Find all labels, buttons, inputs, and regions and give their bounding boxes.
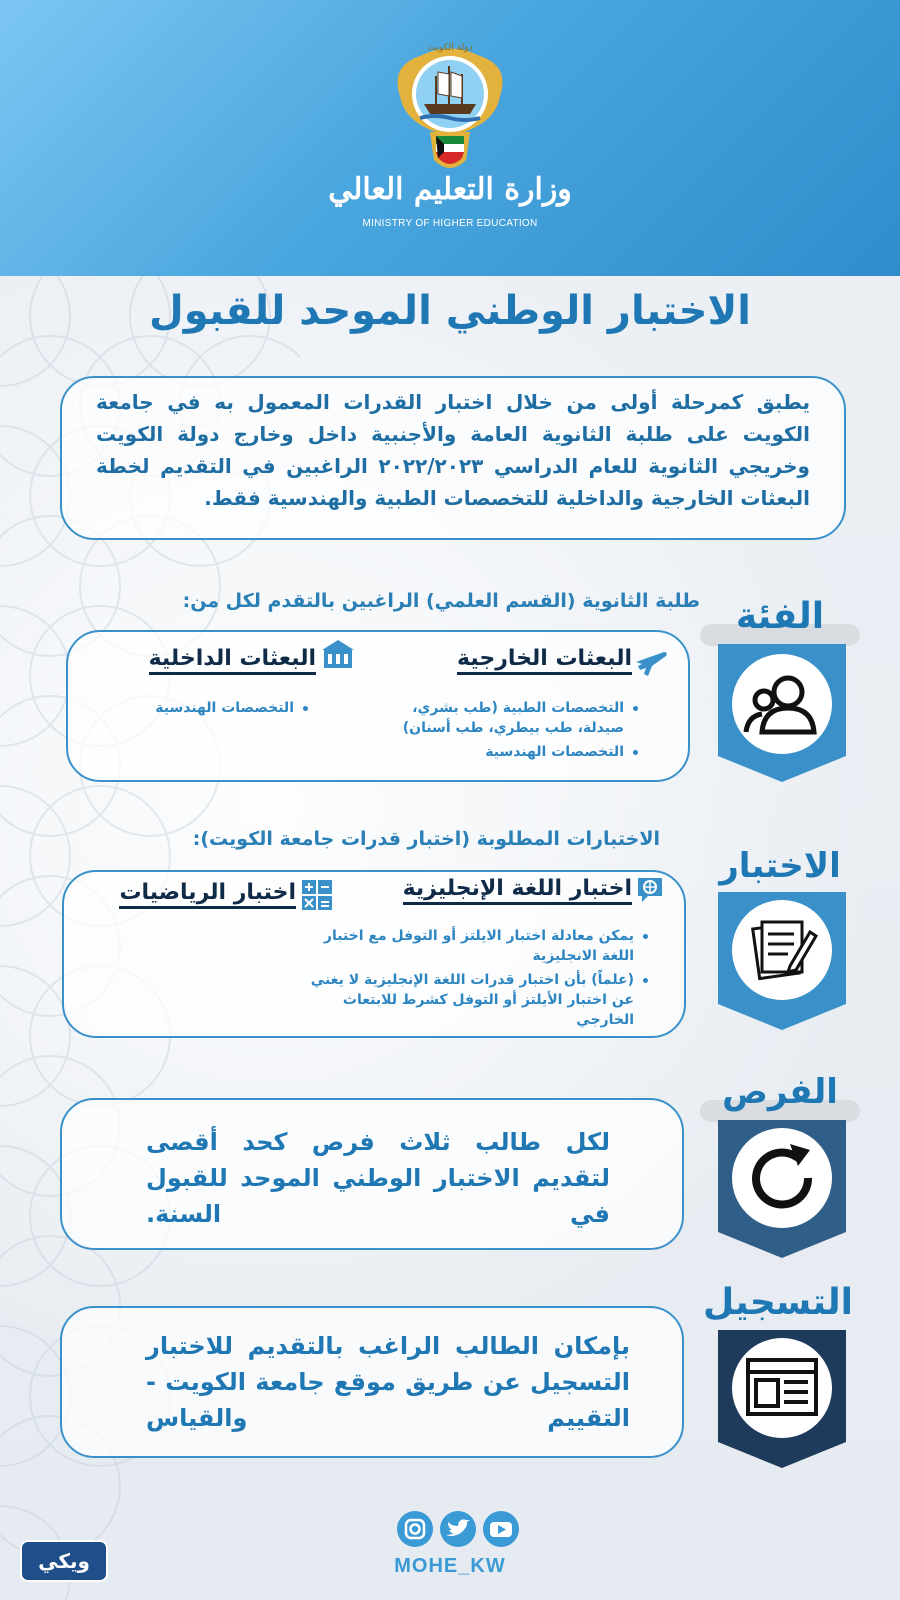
- intro-card: [60, 376, 846, 540]
- external-scholarships-list: [400, 698, 640, 766]
- emblem-text: دولة الكويت: [427, 43, 473, 53]
- watermark-logo: ويكي: [20, 1540, 108, 1582]
- internal-scholarships-heading: البعثات الداخلية: [149, 646, 316, 675]
- list-item: يمكن معادلة اختبار الايلتز أو التوفل مع اختبار اللغة الانجليزية: [296, 926, 650, 966]
- category-badge: [718, 644, 846, 782]
- list-item: التخصصات الهندسية: [110, 698, 310, 718]
- social-handle: MOHE_KW: [394, 1555, 506, 1577]
- test-badge: [718, 892, 846, 1030]
- chances-badge: [718, 1120, 846, 1258]
- intro-text: يطبق كمرحلة أولى من خلال اختبار القدرات المعمول به في جامعة الكويت على طلبة الثانوية العامة والأجنبية داخل وخارج دولة الكويت وخريجي الثانوية للعام الدراسي ٢٠٢٢/٢٠٢٣ الراغبين في التقديم لخطة البعثات الخارجية والداخلية للتخصصات الطبية والهندسية فقط.: [96, 390, 810, 510]
- social-icons: [396, 1510, 520, 1548]
- registration-label: التسجيل: [703, 1282, 853, 1323]
- university-building-icon: [320, 636, 356, 670]
- test-subtitle: الاختبارات المطلوبة (اختبار قدرات جامعة الكويت):: [192, 828, 660, 850]
- list-item: التخصصات الهندسية: [400, 742, 640, 762]
- external-scholarships-heading: البعثات الخارجية: [457, 646, 632, 675]
- math-test-heading: اختبار الرياضيات: [119, 880, 296, 909]
- ministry-name-english: MINISTRY OF HIGHER EDUCATION: [362, 218, 538, 229]
- english-test-list: [296, 926, 650, 1034]
- list-item: التخصصات الطبية (طب بشري، صيدلة، طب بيطري، طب أسنان): [400, 698, 640, 738]
- instagram-icon: [397, 1511, 433, 1547]
- english-test-heading: اختبار اللغة الإنجليزية: [403, 876, 632, 905]
- airplane-icon: [632, 644, 668, 678]
- internal-scholarships-list: [110, 698, 310, 722]
- youtube-icon: [483, 1511, 519, 1547]
- header-banner: [0, 0, 900, 276]
- chances-text: لكل طالب ثلاث فرص كحد أقصى لتقديم الاختبار الوطني الموحد للقبول في السنة.: [146, 1128, 610, 1228]
- category-subtitle: طلبة الثانوية (القسم العلمي) الراغبين بالتقدم لكل من:: [182, 590, 700, 612]
- kuwait-emblem-logo: [380, 36, 520, 176]
- registration-text: بإمكان الطالب الراغب بالتقديم للاختبار التسجيل عن طريق موقع جامعة الكويت - التقييم والقياس: [146, 1332, 630, 1432]
- language-chat-icon: [634, 874, 670, 908]
- ministry-name-arabic: وزارة التعليم العالي: [328, 172, 572, 207]
- registration-badge: [718, 1330, 846, 1468]
- twitter-icon: [440, 1511, 476, 1547]
- category-label: الفئة: [735, 596, 825, 637]
- test-label: الاختبار: [719, 846, 841, 886]
- chances-label: الفرص: [722, 1072, 838, 1112]
- calculator-icon: [300, 878, 336, 912]
- list-item: (علماً) بأن اختبار قدرات اللغة الإنجليزية لا يغني عن اختبار الأيلتز أو التوفل كشرط للابتعاث الخارجي: [296, 970, 650, 1030]
- main-title: الاختبار الوطني الموحد للقبول: [149, 288, 751, 334]
